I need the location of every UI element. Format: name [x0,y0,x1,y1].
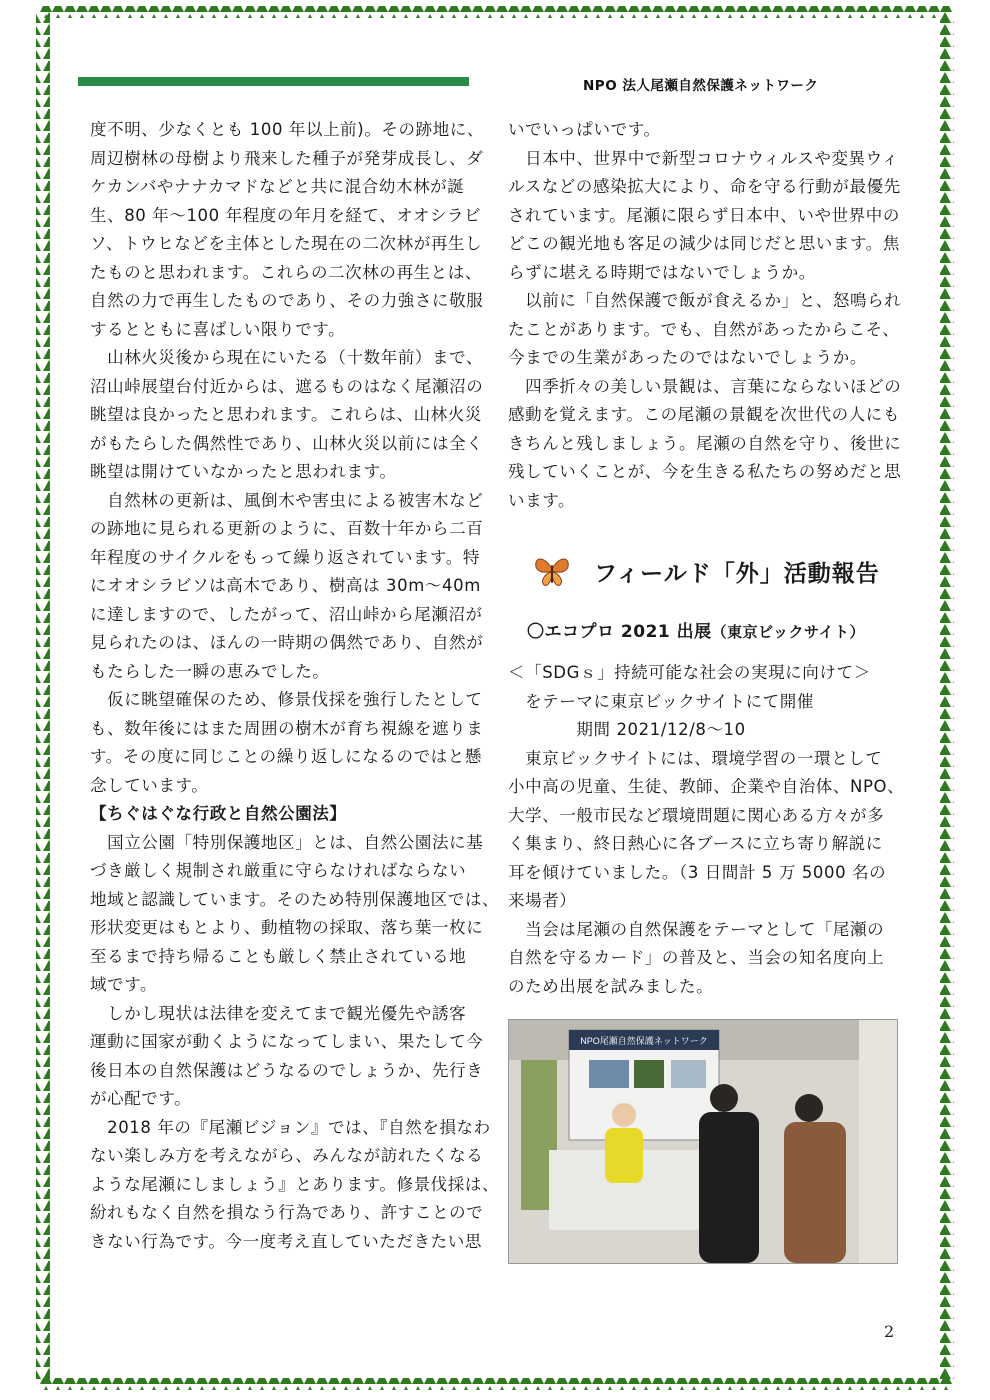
left-text-line: 後日本の自然保護はどうなるのでしょうか、先行き [90,1060,484,1080]
right-text-line: く集まり、終日熱心に各ブースに立ち寄り解説に [508,834,883,853]
left-text-line: 至るまで持ち帰ることも厳しく禁止されている地 [90,946,467,966]
left-text-line: 自然の力で再生したものであり、その力強さに敬服 [90,291,484,310]
right-text-line: いでいっぱいです。 [508,120,661,139]
left-text-line: 度不明、少なくとも 100 年以上前)。その跡地に、 [90,120,485,139]
left-text-line: ような尾瀬にしましょう』とあります。修景伐採は、 [90,1174,500,1194]
left-text-line: 眺望は良かったと思われます。これらは、山林火災 [90,405,482,424]
butterfly-icon [532,551,572,591]
right-text-line: 耳を傾けていました。（3 日間計 5 万 5000 名の [508,862,887,882]
right-column-bottom [508,659,908,1001]
booth-photo-illustration [509,1020,897,1263]
left-text-line: 仮に眺望確保のため、修景伐採を強行したとして [90,690,483,709]
left-text-line: 国立公園「特別保護地区」とは、自然公園法に基 [90,832,484,852]
right-column-top [508,116,908,515]
left-text-line: に達しますので、したがって、沼山峠から尾瀬沼が [90,604,483,624]
left-text-line: きない行為です。今一度考え直していただきたい思 [90,1231,482,1251]
left-text-line: 地域と認識しています。そのため特別保護地区では、 [90,889,500,909]
right-text-line: のため出展を試みました。 [508,976,714,996]
left-text-line: 生、80 年〜100 年程度の年月を経て、オオシラビ [90,205,482,225]
left-text-line: 山林火災後から現在にいたる（十数年前）まで、 [90,348,483,367]
left-text-line: ない楽しみ方を考えながら、みんなが訪れたくなる [90,1146,484,1165]
left-text-line: 眺望は開けていなかったと思われます。 [90,462,397,481]
left-text-line: 周辺樹林の母樹より飛来した種子が発芽成長し、ダ [90,148,484,168]
left-text-line: するとともに喜ばしい限りです。 [90,319,346,339]
sub-heading [527,617,865,642]
right-text-line: 以前に「自然保護で飯が食えるか」と、怒鳴られ [508,291,902,310]
subsection-heading: 【ちぐはぐな行政と自然公園法】 [90,804,347,823]
sub-heading-note: （東京ビックサイト） [711,623,866,641]
section-title: フィールド「外」活動報告 [594,560,880,587]
left-text-line: 運動に国家が動くようになってしまい、果たして今 [90,1032,484,1051]
right-text-line: きちんと残しましょう。尾瀬の自然を守り、後世に [508,433,902,453]
header-bar [78,77,469,86]
left-text-line: も、数年後にはまた周囲の樹木が育ち視線を遮りま [90,718,484,738]
right-text-line: されています。尾瀬に限らず日本中、いや世界中の [508,205,900,225]
right-text-line: 自然を守るカード」の普及と、当会の知名度向上 [508,948,885,967]
left-text-line: 2018 年の『尾瀬ビジョン』では、『自然を損なわ [90,1117,491,1137]
right-text-line: をテーマに東京ビックサイトにて開催 [508,691,814,711]
right-text-line: らずに堪える時期ではないでしょうか。 [508,262,816,282]
right-text-line: 残していくことが、今を生きる私たちの努めだと思 [508,462,902,481]
organization-name: NPO 法人尾瀬自然保護ネットワーク [583,78,819,94]
left-column [90,116,500,1256]
right-text-line: どこの観光地も客足の減少は同じだと思います。焦 [508,234,900,253]
right-text-line: います。 [508,490,576,510]
right-text-line: 東京ビックサイトには、環境学習の一環として [508,748,883,768]
page-number: 2 [884,1322,895,1341]
right-text-line: 今までの生業があったのではないでしょうか。 [508,348,867,367]
left-text-line: 域です。 [90,975,158,994]
sub-heading-title: 〇エコプロ 2021 出展 [527,622,712,642]
left-text-line: 沼山峠展望台付近からは、遮るものはなく尾瀬沼の [90,376,484,396]
left-text-line: 年程度のサイクルをもって繰り返されています。特 [90,547,480,567]
left-text-line: ソ、トウヒなどを主体とした現在の二次林が再生し [90,234,483,253]
right-text-line: 来場者） [508,891,577,910]
right-text-line: 四季折々の美しい景観は、言葉にならないほどの [508,376,902,396]
right-text-line: ＜「SDGｓ」持続可能な社会の実現に向けて＞ [508,663,871,682]
exhibition-photo [508,1019,898,1264]
right-text-line: 当会は尾瀬の自然保護をテーマとして「尾瀬の [508,919,885,939]
left-text-line: ケカンバやナナカマドなどと共に混合幼木林が誕 [90,177,465,196]
right-text-line: 小中高の児童、生徒、教師、企業や自治体、NPO、 [508,777,905,796]
left-text-line: たものと思われます。これらの二次林の再生とは、 [90,262,482,282]
left-text-line: 紛れもなく自然を損なう行為であり、許すことので [90,1203,484,1222]
right-text-line: 大学、一般市民など環境問題に関心ある方々が多 [508,805,885,825]
right-text-line: 期間 2021/12/8〜10 [508,720,746,739]
left-text-line: にオオシラビソは高木であり、樹高は 30m〜40m [90,576,481,595]
left-text-line: もたらした一瞬の恵みでした。 [90,661,330,681]
left-text-line: が心配です。 [90,1089,192,1108]
left-text-line: す。その度に同じことの繰り返しになるのではと懸 [90,747,482,766]
right-text-line: たことがあります。でも、自然があったからこそ、 [508,319,900,339]
left-text-line: 見られたのは、ほんの一時期の偶然であり、自然が [90,633,484,652]
left-text-line: の跡地に見られる更新のように、百数十年から二百 [90,519,484,538]
booth-sign: NPO尾瀬自然保護ネットワーク [580,1036,708,1046]
left-text-line: 形状変更はもとより、動植物の採取、落ち葉一枚に [90,918,484,937]
right-text-line: 日本中、世界中で新型コロナウィルスや変異ウィ [508,148,899,168]
right-text-line: 感動を覚えます。この尾瀬の景観を次世代の人にも [508,405,900,424]
left-text-line: 念しています。 [90,775,209,795]
left-text-line: がもたらした偶然性であり、山林火災以前には全く [90,433,484,453]
left-text-line: づき厳しく規制され厳重に守らなければならない [90,861,467,880]
left-text-line: しかし現状は法律を変えてまで観光優先や誘客 [90,1003,467,1023]
left-text-line: 自然林の更新は、風倒木や害虫による被害木など [90,490,484,510]
section-heading [532,547,902,595]
right-text-line: ルスなどの感染拡大により、命を守る行動が最優先 [508,177,901,196]
